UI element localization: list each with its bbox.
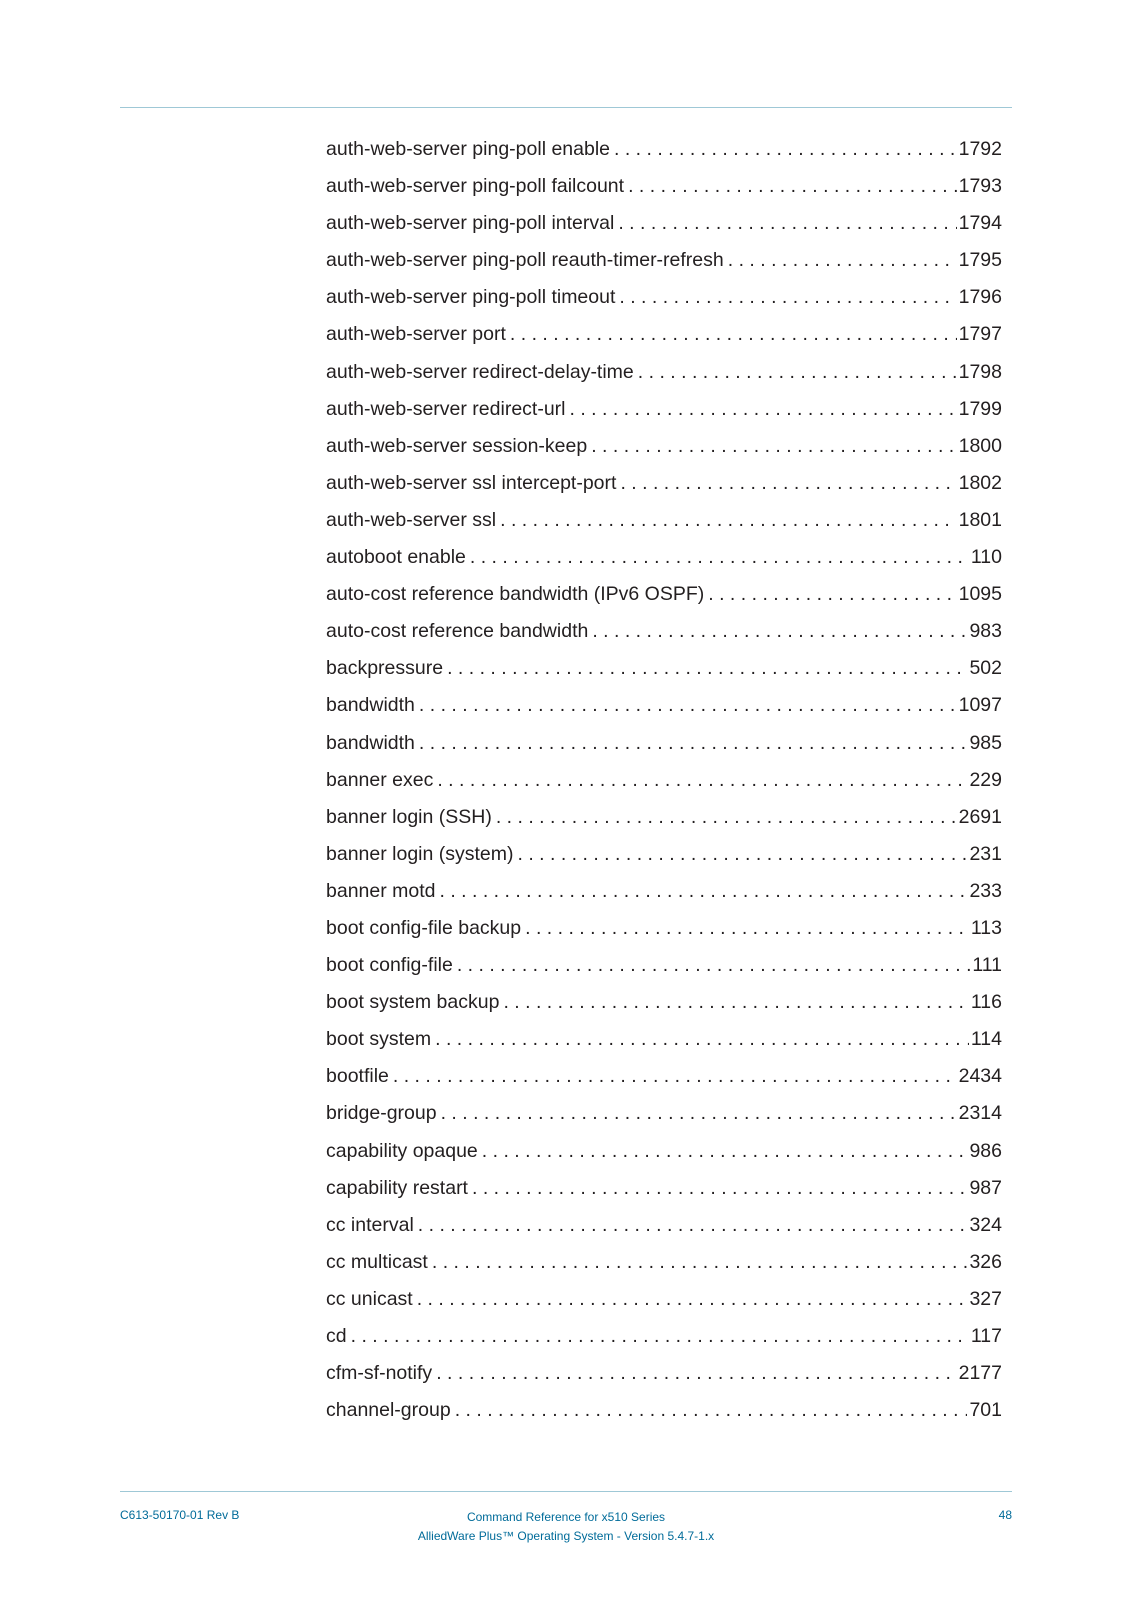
- dot-leader: [437, 762, 967, 799]
- index-entry-title: auth-web-server redirect-url: [326, 397, 566, 420]
- index-entry[interactable]: [326, 984, 1002, 1021]
- index-entry-page: 987: [969, 1176, 1002, 1199]
- index-entry-page: 985: [969, 731, 1002, 754]
- index-entry-page: 111: [972, 954, 1002, 977]
- index-entry-page: 1802: [958, 471, 1002, 494]
- dot-leader: [518, 836, 968, 873]
- index-entry-page: 701: [969, 1399, 1002, 1422]
- index-entry[interactable]: [326, 1207, 1002, 1244]
- index-entry-title: auth-web-server ping-poll interval: [326, 212, 615, 235]
- index-entry-page: 114: [970, 1028, 1002, 1051]
- index-entry-page: 1797: [958, 323, 1002, 346]
- index-entry[interactable]: [326, 1392, 1002, 1429]
- index-entry-title: auth-web-server ssl: [326, 508, 497, 531]
- dot-leader: [472, 1170, 967, 1207]
- index-entry[interactable]: [326, 354, 1002, 391]
- dot-leader: [592, 613, 967, 650]
- dot-leader: [620, 465, 956, 502]
- index-entry[interactable]: [326, 1133, 1002, 1170]
- index-entry-title: auto-cost reference bandwidth (IPv6 OSPF): [326, 583, 705, 606]
- index-entry[interactable]: [326, 316, 1002, 353]
- index-entry-title: auto-cost reference bandwidth: [326, 620, 589, 643]
- index-entry-page: 983: [969, 620, 1002, 643]
- index-entry-title: auth-web-server ping-poll failcount: [326, 175, 625, 198]
- index-entry[interactable]: [326, 910, 1002, 947]
- dot-leader: [591, 428, 956, 465]
- index-entry-title: cd: [326, 1325, 347, 1347]
- dot-leader: [482, 1133, 968, 1170]
- dot-leader: [419, 687, 957, 724]
- index-entry-title: bandwidth: [326, 731, 415, 754]
- index-entry-title: boot config-file: [326, 954, 453, 977]
- index-entry[interactable]: [326, 873, 1002, 910]
- index-entry[interactable]: [326, 1021, 1002, 1058]
- dot-leader: [503, 984, 968, 1021]
- dot-leader: [436, 1355, 956, 1392]
- index-entry-title: auth-web-server ping-poll enable: [326, 138, 610, 160]
- dot-leader: [708, 576, 956, 613]
- index-entry-page: 1800: [958, 434, 1002, 457]
- index-entry-page: 229: [969, 768, 1002, 791]
- footer-title: [120, 1508, 1012, 1546]
- index-entry-page: 1794: [958, 212, 1002, 235]
- index-entry-title: auth-web-server ssl intercept-port: [326, 471, 617, 494]
- dot-leader: [441, 1095, 957, 1132]
- dot-leader: [628, 168, 957, 205]
- index-entry-title: auth-web-server session-keep: [326, 434, 588, 457]
- dot-leader: [570, 391, 957, 428]
- index-entry[interactable]: [326, 687, 1002, 724]
- index-entry-title: banner exec: [326, 768, 434, 791]
- index-entry-title: backpressure: [326, 657, 444, 680]
- index-entry-page: 1801: [958, 508, 1002, 531]
- index-entry-page: 324: [969, 1213, 1002, 1236]
- index-entry-page: 110: [970, 546, 1002, 569]
- dot-leader: [619, 279, 956, 316]
- index-entry[interactable]: [326, 650, 1002, 687]
- index-entry-title: autoboot enable: [326, 546, 466, 569]
- footer-title-line2: AlliedWare Plus™ Operating System - Version 5.4.7-1.x: [417, 1529, 715, 1543]
- index-entry-title: auth-web-server redirect-delay-time: [326, 360, 634, 383]
- index-entry-title: channel-group: [326, 1399, 451, 1422]
- index-entry-title: cfm-sf-notify: [326, 1362, 433, 1385]
- dot-leader: [470, 539, 969, 576]
- index-entry-page: 326: [969, 1250, 1002, 1273]
- index-entry-title: banner motd: [326, 879, 436, 902]
- index-entry-title: boot system: [326, 1028, 432, 1051]
- index-entry-page: 2434: [958, 1065, 1002, 1088]
- footer-rule: [120, 1491, 1012, 1492]
- dot-leader: [447, 650, 967, 687]
- index-entry[interactable]: [326, 502, 1002, 539]
- index-entry-page: 2177: [958, 1362, 1002, 1385]
- index-entry-title: banner login (system): [326, 842, 514, 865]
- index-entry[interactable]: [326, 205, 1002, 242]
- index-entry-title: bridge-group: [326, 1102, 437, 1125]
- index-entry-title: auth-web-server ping-poll timeout: [326, 286, 616, 309]
- index-entry[interactable]: [326, 1244, 1002, 1281]
- index-entry[interactable]: [326, 1095, 1002, 1132]
- dot-leader: [418, 1207, 968, 1244]
- dot-leader: [351, 1318, 969, 1355]
- dot-leader: [614, 131, 957, 168]
- index-entry-page: 1792: [958, 138, 1002, 160]
- dot-leader: [432, 1244, 968, 1281]
- index-entry[interactable]: [326, 131, 1002, 168]
- index-entry[interactable]: [326, 836, 1002, 873]
- index-entry[interactable]: [326, 539, 1002, 576]
- index-entry-page: 986: [969, 1139, 1002, 1162]
- dot-leader: [440, 873, 968, 910]
- index-entry-title: cc interval: [326, 1213, 414, 1236]
- index-entry-page: 1793: [958, 175, 1002, 198]
- index-entry[interactable]: [326, 242, 1002, 279]
- index-entry-title: banner login (SSH): [326, 805, 492, 828]
- footer-page-number: 48: [998, 1508, 1012, 1522]
- index-entry-page: 1795: [958, 249, 1002, 272]
- index-entry-page: 116: [970, 991, 1002, 1014]
- index-entry-title: cc multicast: [326, 1250, 428, 1273]
- header-rule: [120, 107, 1012, 108]
- index-list: [326, 131, 1002, 1429]
- index-entry[interactable]: [326, 725, 1002, 762]
- index-entry[interactable]: [326, 1058, 1002, 1095]
- index-entry-title: boot system backup: [326, 991, 500, 1014]
- footer-title-line1: Command Reference for x510 Series: [466, 1510, 666, 1524]
- index-entry-page: 1799: [958, 397, 1002, 420]
- index-entry-page: 2691: [958, 805, 1002, 828]
- index-entry[interactable]: [326, 799, 1002, 836]
- index-entry[interactable]: [326, 465, 1002, 502]
- index-entry-page: 1796: [958, 286, 1002, 309]
- index-entry-page: 327: [969, 1287, 1002, 1310]
- index-entry[interactable]: [326, 762, 1002, 799]
- index-entry-page: 1097: [958, 694, 1002, 717]
- dot-leader: [510, 316, 957, 353]
- dot-leader: [728, 242, 957, 279]
- index-entry-title: auth-web-server port: [326, 323, 506, 346]
- index-entry[interactable]: [326, 279, 1002, 316]
- index-entry-title: bandwidth: [326, 694, 415, 717]
- footer-doc-id: C613-50170-01 Rev B: [120, 1508, 240, 1522]
- index-entry[interactable]: [326, 1281, 1002, 1318]
- index-entry-page: 502: [969, 657, 1002, 680]
- index-entry[interactable]: [326, 1170, 1002, 1207]
- index-entry-title: auth-web-server ping-poll reauth-timer-refresh: [326, 249, 724, 272]
- index-entry[interactable]: [326, 1355, 1002, 1392]
- dot-leader: [500, 502, 956, 539]
- dot-leader: [455, 1392, 968, 1429]
- dot-leader: [638, 354, 957, 391]
- dot-leader: [435, 1021, 969, 1058]
- dot-leader: [496, 799, 957, 836]
- index-entry-page: 2314: [958, 1102, 1002, 1125]
- index-entry-title: capability opaque: [326, 1139, 478, 1162]
- index-entry-page: 113: [970, 916, 1002, 939]
- index-entry-page: 1798: [958, 360, 1002, 383]
- index-entry[interactable]: [326, 947, 1002, 984]
- dot-leader: [525, 910, 969, 947]
- dot-leader: [419, 725, 968, 762]
- dot-leader: [457, 947, 971, 984]
- index-entry-page: 231: [969, 842, 1002, 865]
- index-entry[interactable]: [326, 428, 1002, 465]
- index-entry-title: boot config-file backup: [326, 916, 522, 939]
- index-entry-page: 1095: [958, 583, 1002, 606]
- dot-leader: [417, 1281, 968, 1318]
- index-entry-page: 117: [970, 1325, 1002, 1347]
- index-entry-page: 233: [969, 879, 1002, 902]
- dot-leader: [618, 205, 956, 242]
- index-entry[interactable]: [326, 168, 1002, 205]
- index-entry[interactable]: [326, 613, 1002, 650]
- index-entry[interactable]: [326, 576, 1002, 613]
- index-entry[interactable]: [326, 391, 1002, 428]
- dot-leader: [393, 1058, 957, 1095]
- index-entry-title: cc unicast: [326, 1287, 413, 1310]
- index-entry-title: capability restart: [326, 1176, 468, 1199]
- index-entry[interactable]: [326, 1318, 1002, 1355]
- index-entry-title: bootfile: [326, 1065, 389, 1088]
